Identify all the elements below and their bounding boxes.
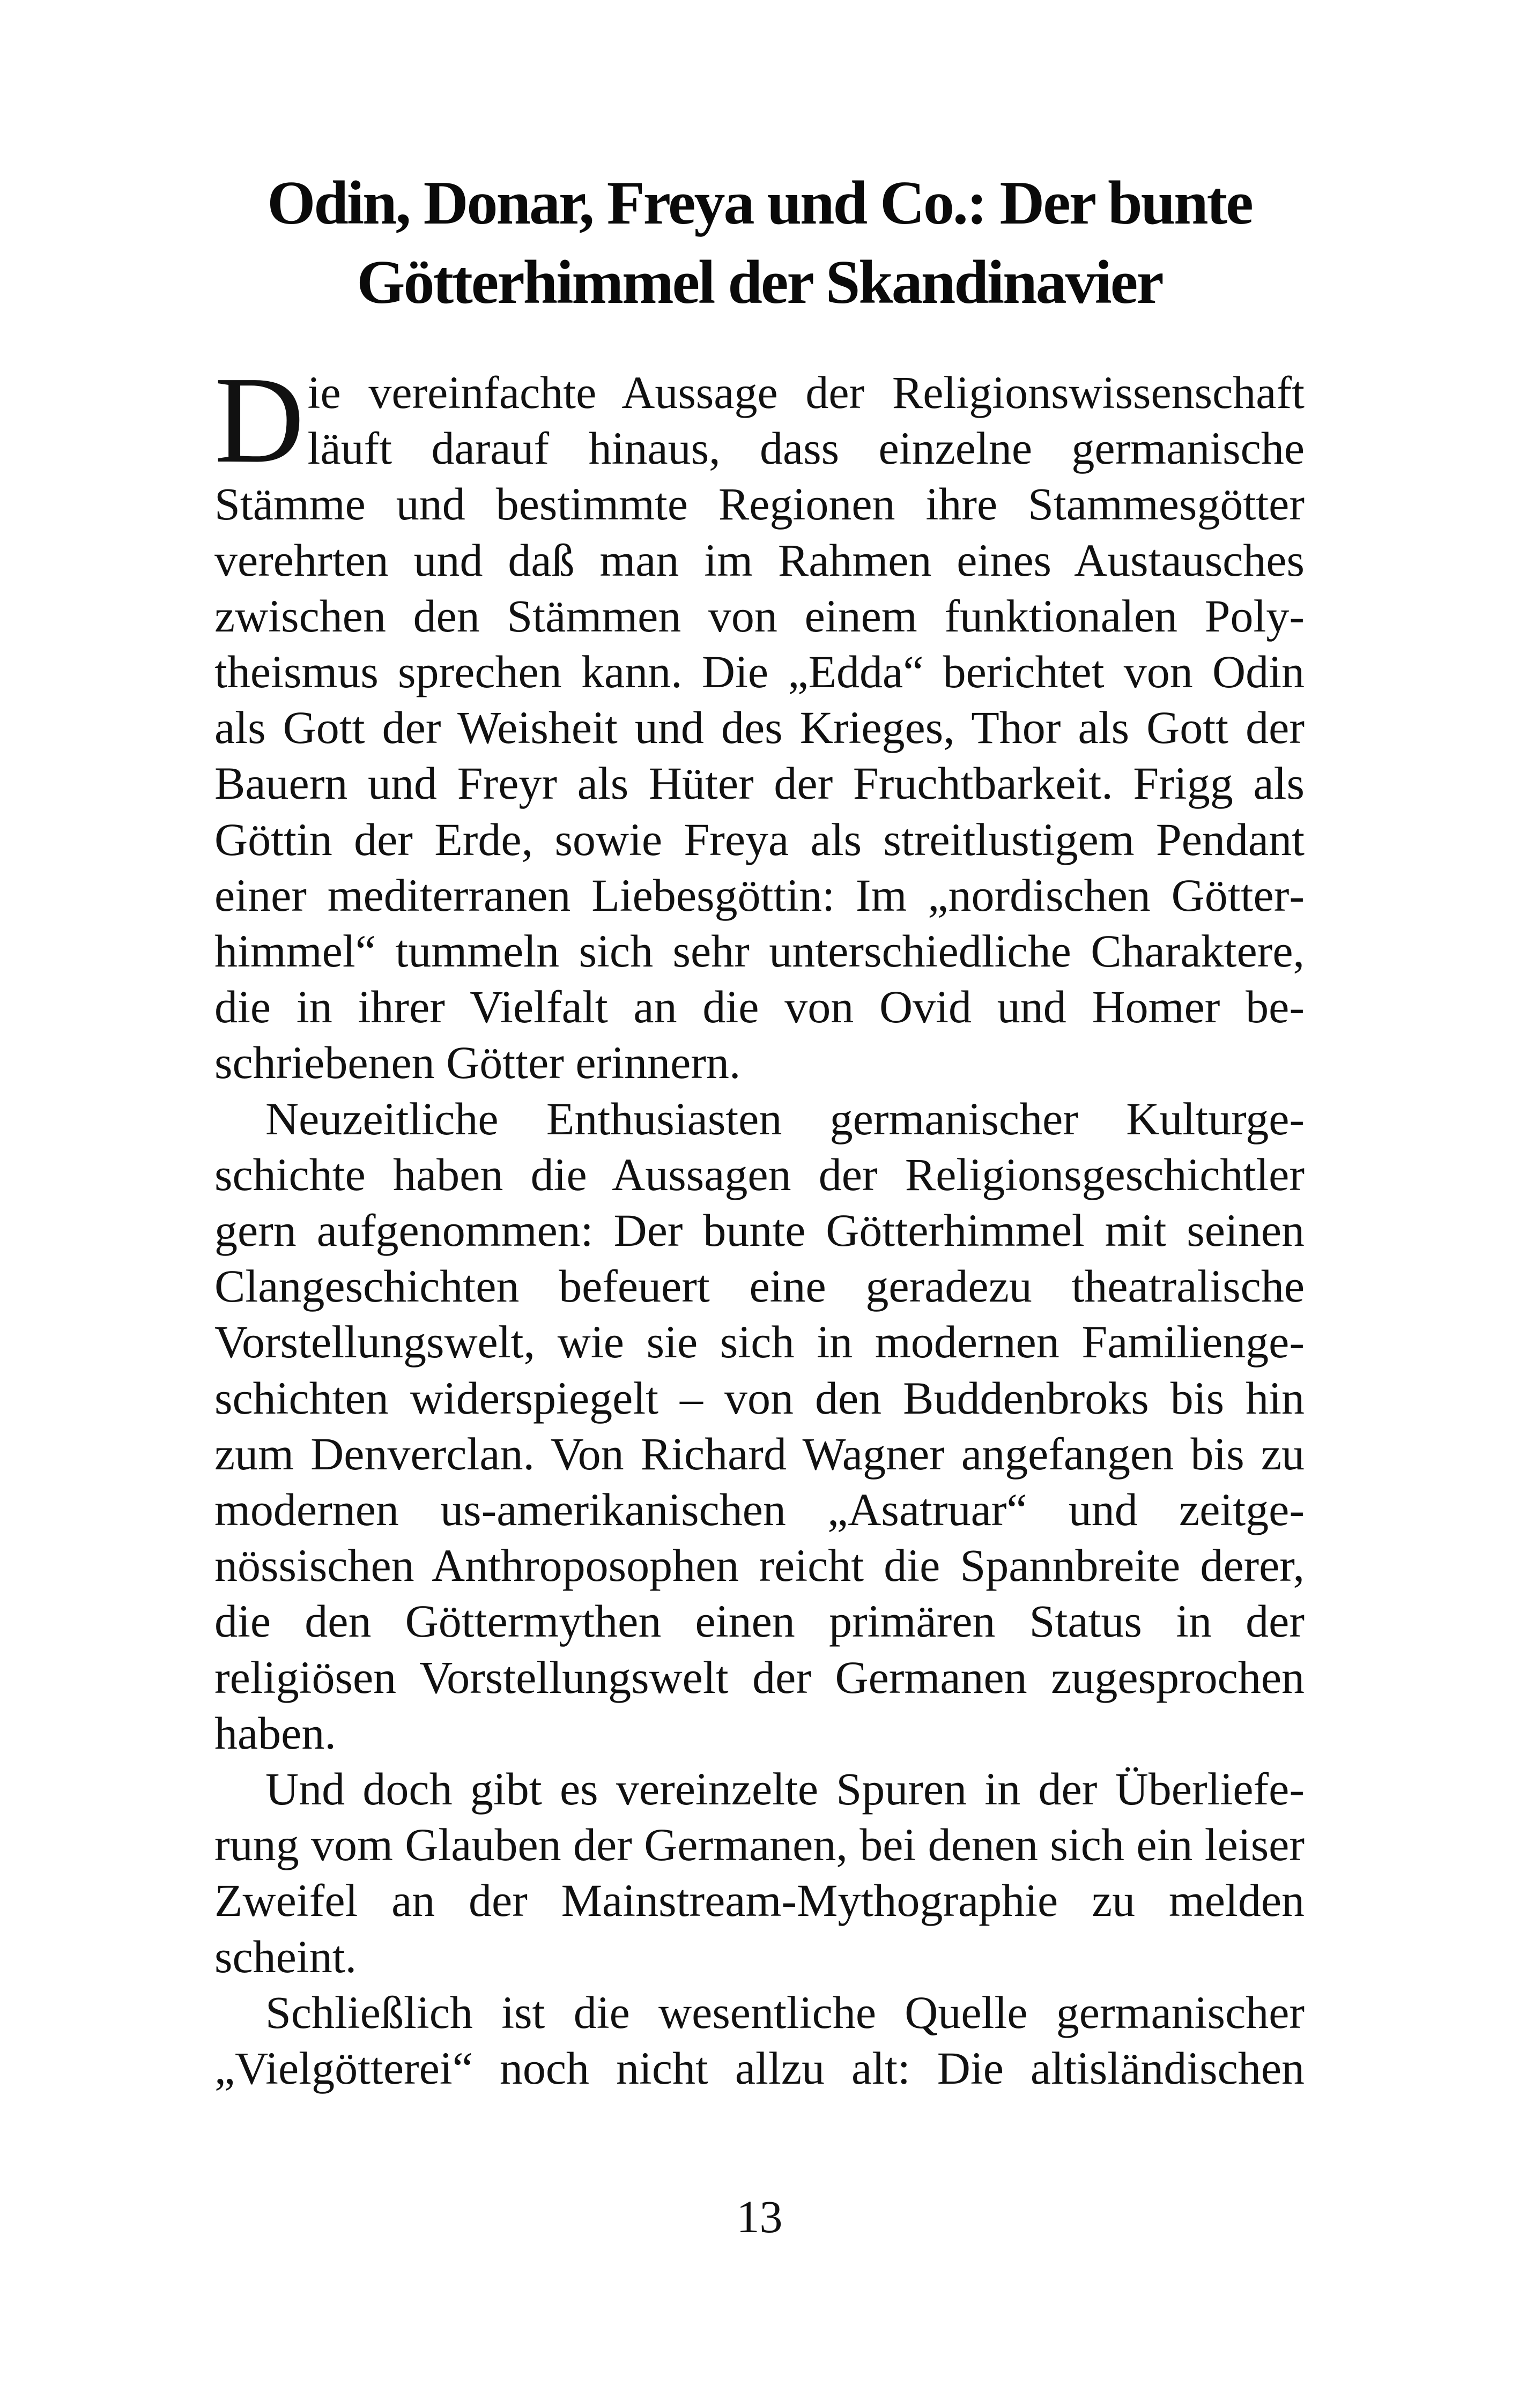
chapter-title-line-2: Götterhimmel der Skandinavier: [357, 248, 1162, 317]
paragraph-1-text: ie vereinfachte Aussage der Religionswissenschaft läuft darauf hinaus, dass einzelne germanische Stämme und bestimmte Regionen ihre Stammesgötter verehrten und daß man im Rahmen eines Austausches zwischen den Stämmen von einem funktionalen Polytheismus sprechen kann. Die „Edda“ berichtet von Odin als Gott der Weisheit und des Krieges, Thor als Gott der Bauern und Freyr als Hüter der Fruchtbarkeit. Frigg als Göttin der Erde, sowie Freya als streitlustigem Pendant einer mediterranen Liebesgöttin: Im „nordischen Götterhimmel“ tummeln sich sehr unterschiedliche Charaktere, die in ihrer Vielfalt an die von Ovid und Homer beschriebenen Götter erinnern.: [214, 367, 1305, 1089]
chapter-title: [204, 163, 1315, 322]
body-text: [214, 351, 1305, 2096]
drop-cap: D: [214, 351, 305, 489]
paragraph-4: Schließlich ist die wesentliche Quelle germanischer „Vielgötterei“ noch nicht allzu alt: Die altisländischen: [214, 1986, 1305, 2094]
paragraph-3: Und doch gibt es vereinzelte Spuren in der Überlieferung vom Glauben der Germanen, bei denen sich ein leiser Zweifel an der Mainstream-Mythographie zu melden scheint.: [214, 1763, 1305, 1982]
paragraph-1: [214, 351, 1305, 1091]
chapter-title-line-1: Odin, Donar, Freya und Co.: Der bunte: [267, 169, 1252, 237]
page-number: 13: [736, 2191, 783, 2242]
paragraph-2: Neuzeitliche Enthusiasten germanischer Kulturgeschichte haben die Aussagen der Religionsgeschichtler gern aufgenommen: Der bunte Götterhimmel mit seinen Clangeschichten befeuert eine geradezu theatralische Vorstellungswelt, wie sie sich in modernen Familiengeschichten widerspiegelt – von den Buddenbroks bis hin zum Denverclan. Von Richard Wagner angefangen bis zu modernen us-amerikanischen „Asatruar“ und zeitgenössischen Anthroposophen reicht die Spannbreite derer, die den Göttermythen einen primären Status in der religiösen Vorstellungswelt der Germanen zugesprochen haben.: [214, 1092, 1305, 1759]
